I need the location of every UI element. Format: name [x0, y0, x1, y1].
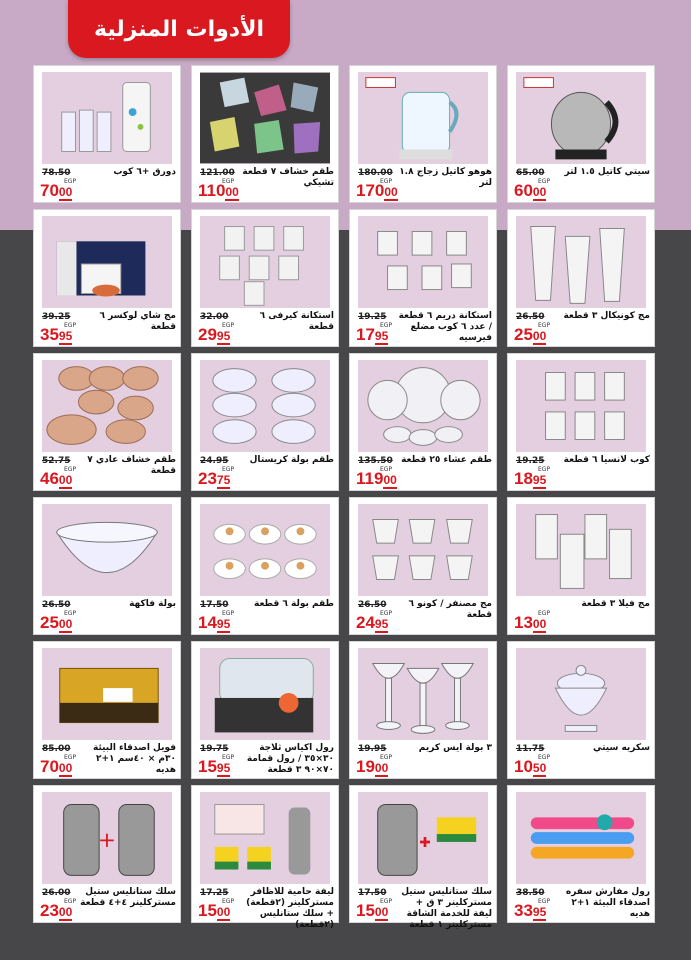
product-name: سلك ستانليس ستيل مستركلينر ٤+٤ قطعة: [80, 887, 176, 908]
new-price: [514, 758, 546, 777]
product-card: [33, 209, 181, 347]
price-integer: 29: [198, 325, 217, 344]
currency-label: EGP: [222, 322, 235, 329]
currency-label: EGP: [64, 178, 77, 185]
currency-label: EGP: [380, 322, 393, 329]
svg-text:+: +: [97, 827, 117, 853]
price-decimal: 95: [532, 905, 547, 919]
currency-label: EGP: [222, 610, 235, 617]
new-price: [514, 614, 546, 633]
price-integer: 13: [514, 613, 533, 632]
product-card: [191, 353, 339, 491]
new-price: [198, 470, 230, 489]
old-price: 26.50: [358, 600, 387, 610]
currency-label: EGP: [380, 178, 393, 185]
currency-label: EGP: [380, 610, 393, 617]
product-name: هوهو كاتيل زجاج ١.٨ لتر: [399, 167, 492, 188]
currency-label: EGP: [380, 898, 393, 905]
price-decimal: 00: [58, 473, 73, 487]
price-decimal: 00: [58, 761, 73, 775]
product-card: [507, 497, 655, 635]
dessert-bowls-icon: [200, 504, 330, 596]
old-price: 19.95: [358, 744, 387, 754]
old-price: 17.50: [200, 600, 229, 610]
price-integer: 110: [198, 181, 226, 200]
colored-bowls-icon: [200, 72, 330, 164]
price-decimal: 00: [374, 761, 389, 775]
amber-bowls-icon: [42, 360, 172, 452]
old-price: 26.50: [516, 312, 545, 322]
price-decimal: 00: [532, 185, 547, 199]
product-card: [507, 641, 655, 779]
product-name: طقم خشاف ٧ قطعة تشيكي: [242, 167, 334, 188]
old-price: 26.00: [42, 888, 71, 898]
new-price: [40, 470, 72, 489]
new-price: [40, 182, 72, 201]
old-price: 26.50: [42, 600, 71, 610]
new-price: [356, 326, 388, 345]
new-price: [514, 326, 546, 345]
product-card: [191, 65, 339, 203]
old-price: 32.00: [200, 312, 229, 322]
price-integer: 19: [356, 757, 375, 776]
product-name: دورق +٦ كوب: [113, 167, 176, 177]
product-name: مج شاي لوكسر ٦ قطعة: [99, 311, 176, 332]
sugar-bowl-icon: [516, 648, 646, 740]
product-card: [349, 497, 497, 635]
new-price: [198, 902, 230, 921]
product-name: بولة فاكهة: [129, 599, 176, 609]
new-price: [40, 758, 72, 777]
steel-wool-icon: [42, 792, 172, 884]
price-integer: 23: [40, 901, 59, 920]
product-card: [191, 497, 339, 635]
currency-label: EGP: [64, 610, 77, 617]
new-price: [198, 758, 230, 777]
product-card: [349, 65, 497, 203]
new-price: [198, 182, 239, 201]
price-integer: 18: [514, 469, 533, 488]
old-price: 19.75: [200, 744, 229, 754]
fruit-bowl-icon: [42, 504, 172, 596]
product-card: [507, 785, 655, 923]
product-card: [33, 353, 181, 491]
jug-glasses-icon: [42, 72, 172, 164]
price-decimal: 00: [532, 617, 547, 631]
currency-label: EGP: [222, 178, 235, 185]
new-price: [356, 182, 398, 201]
price-decimal: 00: [532, 329, 547, 343]
old-price: 11.75: [516, 744, 545, 754]
product-name: استكانة كيرفى ٦ قطعة: [259, 311, 334, 332]
product-name: سيتي كاتيل ١.٥ لتر: [564, 167, 650, 177]
dinner-set-icon: [358, 360, 488, 452]
currency-label: EGP: [538, 178, 551, 185]
old-price: 180.00: [358, 168, 393, 178]
currency-label: EGP: [64, 322, 77, 329]
old-price: 85.00: [42, 744, 71, 754]
old-price: 135.50: [358, 456, 393, 466]
price-decimal: 00: [384, 185, 398, 199]
product-name: رول مفارش سفره اصدقاء البيئة ١+٢ هديه: [565, 887, 650, 919]
currency-label: EGP: [64, 898, 77, 905]
old-price: 52.75: [42, 456, 71, 466]
old-price: 121.00: [200, 168, 235, 178]
latte-mugs-icon: [516, 504, 646, 596]
product-name: سكريه سيتي: [593, 743, 650, 753]
foil-box-icon: [42, 648, 172, 740]
price-integer: 25: [514, 325, 533, 344]
price-decimal: 00: [58, 185, 73, 199]
product-name: مج كونيكال ٣ قطعة: [563, 311, 650, 321]
product-card: [507, 209, 655, 347]
product-name: مج مصنفر / كونو ٦ قطعة: [408, 599, 492, 620]
price-decimal: 95: [58, 329, 73, 343]
sponges-icon: [200, 792, 330, 884]
product-name: كوب لانسيا ٦ قطعة: [563, 455, 650, 465]
price-integer: 170: [356, 181, 385, 200]
table-rolls-icon: [516, 792, 646, 884]
new-price: [198, 326, 230, 345]
product-card: [349, 785, 497, 930]
price-decimal: 00: [374, 905, 389, 919]
product-name: ٣ بولة ايس كريم: [418, 743, 492, 753]
price-decimal: 00: [58, 905, 73, 919]
steel-kettle-icon: [516, 72, 646, 164]
product-name: طقم خشاف عادي ٧ قطعة: [87, 455, 176, 476]
product-name: ليفة حامية للاظافر مستركلينر (٢قطعة) + سلك ستانليس (٢قطعة): [246, 887, 334, 930]
currency-label: EGP: [64, 466, 77, 473]
product-card: [33, 65, 181, 203]
product-card: [191, 209, 339, 347]
currency-label: EGP: [222, 754, 235, 761]
old-price: 19.25: [358, 312, 387, 322]
new-price: [198, 614, 230, 633]
price-integer: 14: [198, 613, 217, 632]
product-card: [349, 641, 497, 779]
currency-label: EGP: [538, 898, 551, 905]
old-price: 17.50: [358, 888, 387, 898]
product-name: رول اكياس ثلاجة ٣٠×٣٥ / رول قمامة ٧٠×٩٠ ٣ قطعة: [246, 743, 334, 775]
new-price: [514, 182, 546, 201]
price-integer: 46: [40, 469, 59, 488]
product-name: طقم عشاء ٢٥ قطعة: [401, 455, 492, 465]
new-price: [356, 902, 388, 921]
new-price: [40, 902, 72, 921]
product-card: [33, 641, 181, 779]
price-decimal: 95: [216, 617, 231, 631]
new-price: [514, 470, 546, 489]
tall-mugs-icon: [516, 216, 646, 308]
price-integer: 25: [40, 613, 59, 632]
price-decimal: 00: [383, 473, 397, 487]
price-integer: 24: [356, 613, 375, 632]
price-integer: 70: [40, 181, 59, 200]
currency-label: EGP: [538, 466, 551, 473]
steel-sponge-icon: [358, 792, 488, 884]
old-price: 19.25: [516, 456, 545, 466]
old-price: 38.50: [516, 888, 545, 898]
price-integer: 23: [198, 469, 217, 488]
price-decimal: 75: [216, 473, 231, 487]
price-decimal: 95: [216, 761, 231, 775]
price-decimal: 95: [374, 329, 389, 343]
product-name: طقم بولة كريستال: [249, 455, 334, 465]
product-card: [507, 353, 655, 491]
price-integer: 33: [514, 901, 533, 920]
price-integer: 60: [514, 181, 533, 200]
product-grid: [33, 65, 655, 930]
currency-label: EGP: [222, 466, 235, 473]
ice-cream-cups-icon: [358, 648, 488, 740]
product-name: مج فيلا ٣ قطعة: [581, 599, 650, 609]
product-card: [33, 497, 181, 635]
price-decimal: 95: [216, 329, 231, 343]
glass-kettle-icon: [358, 72, 488, 164]
price-integer: 10: [514, 757, 533, 776]
product-card: [507, 65, 655, 203]
product-name: فويل اصدقاء البيئة ٣٠م × ٤٠سم ١+٢ هديه: [92, 743, 176, 775]
svg-text:✚: ✚: [419, 834, 431, 851]
price-decimal: 00: [216, 905, 231, 919]
new-price: [356, 614, 388, 633]
glass-mugs-icon: [358, 216, 488, 308]
currency-label: EGP: [64, 754, 77, 761]
mug-box-icon: [42, 216, 172, 308]
new-price: [40, 614, 72, 633]
new-price: [356, 470, 397, 489]
new-price: [514, 902, 546, 921]
product-card: [33, 785, 181, 923]
product-card: [191, 785, 339, 930]
price-integer: 15: [198, 757, 217, 776]
frosted-mugs-icon: [358, 504, 488, 596]
price-integer: 15: [356, 901, 375, 920]
currency-label: EGP: [538, 322, 551, 329]
old-price: 78.50: [42, 168, 71, 178]
old-price: 17.25: [200, 888, 229, 898]
page-title: الأدوات المنزلية: [68, 0, 290, 58]
price-decimal: 50: [532, 761, 547, 775]
new-price: [356, 758, 388, 777]
currency-label: EGP: [538, 754, 551, 761]
new-price: [40, 326, 72, 345]
price-integer: 15: [198, 901, 217, 920]
old-price: 39.25: [42, 312, 71, 322]
price-integer: 17: [356, 325, 375, 344]
product-card: [349, 353, 497, 491]
price-decimal: 00: [58, 617, 73, 631]
price-decimal: 00: [225, 185, 239, 199]
product-name: استكانة دريم ٦ قطعة / عدد ٦ كوب مضلع فيرسيه: [398, 311, 492, 343]
price-integer: 119: [356, 469, 384, 488]
product-name: سلك ستانليس ستيل مستركلينر ٣ ق + ليفة للخدمة الشاقة مستركلينر ١ قطعة: [401, 887, 492, 930]
currency-label: EGP: [538, 610, 551, 617]
price-decimal: 95: [532, 473, 547, 487]
product-card: [191, 641, 339, 779]
cups-icon: [516, 360, 646, 452]
product-card: [349, 209, 497, 347]
price-integer: 70: [40, 757, 59, 776]
tea-glasses-icon: [200, 216, 330, 308]
crystal-bowls-icon: [200, 360, 330, 452]
price-integer: 35: [40, 325, 59, 344]
old-price: 24.95: [200, 456, 229, 466]
currency-label: EGP: [222, 898, 235, 905]
currency-label: EGP: [380, 466, 393, 473]
price-decimal: 95: [374, 617, 389, 631]
bag-rolls-icon: [200, 648, 330, 740]
old-price: 65.00: [516, 168, 545, 178]
currency-label: EGP: [380, 754, 393, 761]
product-name: طقم بولة ٦ قطعة: [254, 599, 334, 609]
